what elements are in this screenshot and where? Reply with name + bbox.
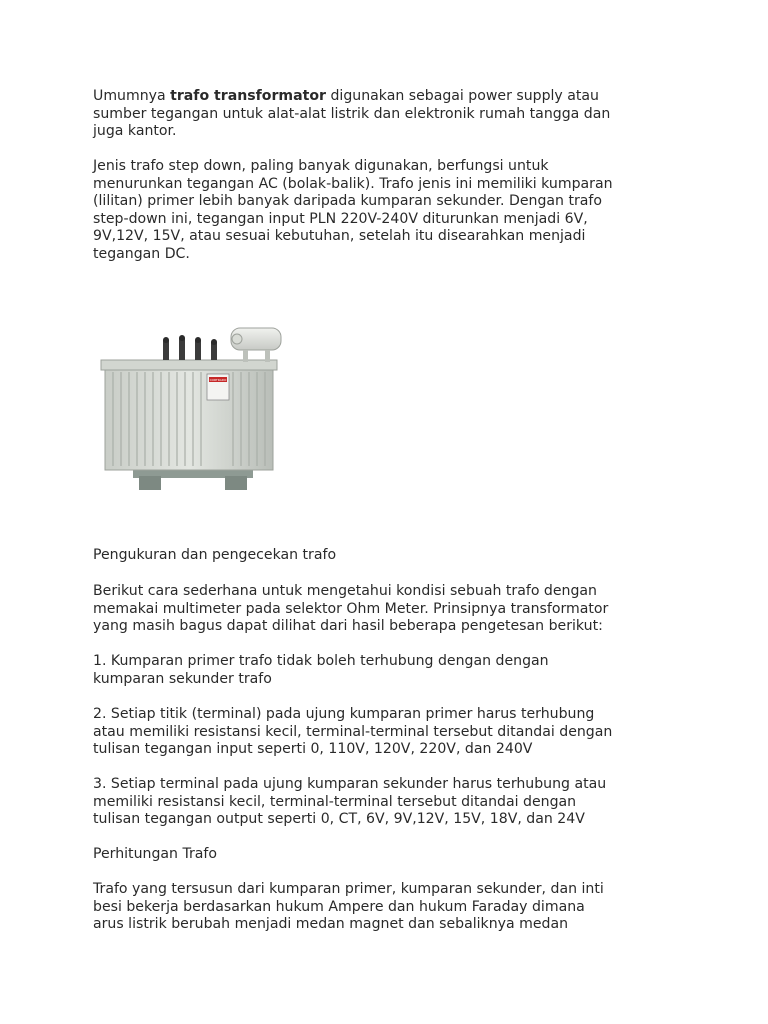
transformer-image	[93, 316, 288, 496]
intro-paragraph	[93, 88, 683, 141]
stepdown-paragraph: Jenis trafo step down, paling banyak digunakan, berfungsi untuk menurunkan tegangan AC (bolak-balik). Trafo jenis ini memiliki kumparan (lilitan) primer lebih banyak daripada kumparan sekunder. Dengan trafo step-down ini, tegangan input PLN 220V-240V diturunkan menjadi 6V, 9V,12V, 15V, atau sesuai kebutuhan, setelah itu disearahkan menjadi tegangan DC.	[93, 158, 613, 262]
berikut-paragraph: Berikut cara sederhana untuk mengetahui kondisi sebuah trafo dengan memakai multimeter pada selektor Ohm Meter. Prinsipnya transformator yang masih bagus dapat dilihat dari hasil beberapa pengetesan berikut:	[93, 583, 609, 635]
list-item-2: 2. Setiap titik (terminal) pada ujung kumparan primer harus terhubung atau memiliki resistansi kecil, terminal-terminal tersebut ditandai dengan tulisan tegangan input seperti 0, 110V, 120V, 220V, dan 240V	[93, 706, 613, 758]
intro-prefix: Umumnya	[93, 88, 171, 104]
heading-perhitungan: Perhitungan Trafo	[93, 846, 218, 862]
trafo-paragraph: Trafo yang tersusun dari kumparan primer, kumparan sekunder, dan inti besi bekerja berdasarkan hukum Ampere dan hukum Faraday dimana arus listrik berubah menjadi medan magnet dan sebaliknya medan	[93, 881, 604, 933]
nameplate-text: CORTRADO	[209, 378, 227, 382]
heading-pengukuran: Pengukuran dan pengecekan trafo	[93, 547, 337, 563]
list-item-1: 1. Kumparan primer trafo tidak boleh terhubung dengan dengan kumparan sekunder trafo	[93, 653, 549, 687]
list-item-3: 3. Setiap terminal pada ujung kumparan sekunder harus terhubung atau memiliki resistansi kecil, terminal-terminal tersebut ditandai dengan tulisan tegangan output seperti 0, CT, 6V, 9V,12V, 15V, 18V, dan 24V	[93, 776, 607, 828]
intro-bold-term: trafo transformator	[170, 88, 326, 104]
intro-suffix: digunakan sebagai power supply atau sumber tegangan untuk alat-alat listrik dan elektronik rumah tangga dan juga kantor.	[93, 88, 611, 140]
